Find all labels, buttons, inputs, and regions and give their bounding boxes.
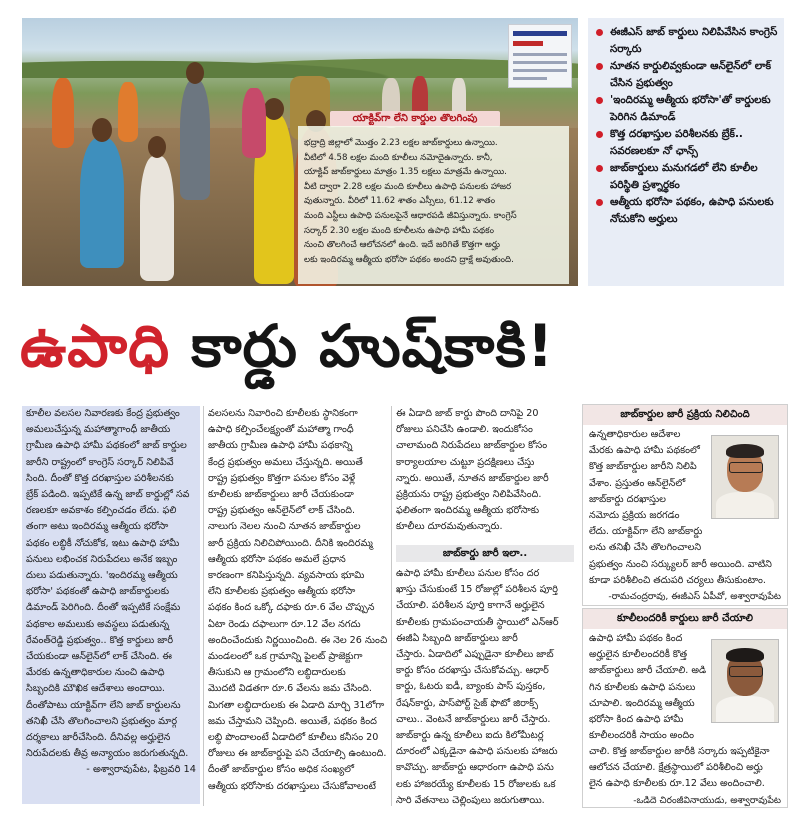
text-line: లైన ఉపాధి కూలీలకు రూ.12 వేలు అందించాలి. — [589, 778, 765, 790]
subheading-jobcard-issue: జాబ్‌కార్డు జారీ ఇలా.. — [396, 545, 574, 562]
text-line: న్నారు. అయితే, నూతన జాబ్‌కార్డుల జారీ — [396, 472, 549, 484]
text-line: వేశాం. ప్రస్తుతం ఆన్‌లైన్‌లో — [589, 477, 686, 489]
text-line: మిగతా లబ్ధిదారులకు ఈ ఏడాది మార్చి 31లోగా — [208, 699, 385, 711]
bullet-icon — [596, 199, 603, 206]
text-line: తీసుకుని ఆ గ్రామంలోని లబ్ధిదారులకు — [208, 667, 346, 679]
byline: -ఒడిదె చిరంజీవినాయుడు, అశ్వారావుపేట — [633, 794, 781, 806]
text-line: లేని కూలీలకు ప్రభుత్వం ఆత్మీయ భరోసా — [208, 586, 356, 598]
photo-caption-title: యాక్టివ్‌గా లేని కార్డుల తొలగింపు — [330, 111, 500, 127]
column-divider — [203, 406, 204, 806]
text-line: పథకాల అమలుకు అవస్థలు పడుతున్న — [26, 618, 170, 630]
caption-line: లకు ఇందిరమ్మ ఆత్మీయ భరోసా పథకం అందని ద్రాక్షే అవుతుంది. — [304, 254, 514, 265]
photo-caption — [298, 126, 569, 284]
article-column-1 — [22, 406, 200, 804]
text-line: గిన కూలీలకు ఉపాధి పనులు — [589, 681, 696, 693]
headline — [20, 296, 780, 396]
caption-line: వీటి ద్వారా 2.28 లక్షల మంది కూలీలు ఉపాధి పనులకు హాజర — [304, 181, 512, 192]
article-column-3 — [396, 406, 574, 536]
text-line: రేవంత్‌రెడ్డి ప్రభుత్వం.. కొత్త కార్డులు జారీ — [26, 634, 174, 646]
text-line: ఉపాధి కల్పించేలక్ష్యంతో మహాత్మా గాంధీ — [208, 424, 354, 436]
text-line: ప్రక్రియను రాష్ట్ర ప్రభుత్వం నిలిపివేసింది. — [396, 489, 542, 501]
text-line: ఖాస్తు చేసుకుంటే 15 రోజుల్లో పరిశీలన పూర్తి — [396, 584, 558, 596]
quote-box-citizen — [582, 608, 788, 808]
text-line: లను తనిఖీ చేసి తొలగించాలని — [589, 542, 702, 554]
bullet-icon — [596, 131, 603, 138]
text-line: దులు పడుతున్నారు. 'ఇందిరమ్మ ఆత్మీయ — [26, 570, 178, 582]
bullet-icon — [596, 29, 603, 36]
text-line: కార్యాలయాల చుట్టూ ప్రదక్షిణలు చేస్తు — [396, 456, 535, 468]
text-line: మొదటి విడతగా రూ.6 వేలను జమ చేసింది. — [208, 683, 372, 695]
caption-line: వుతున్నారు. వీరిలో 11.62 శాతం ఎస్సీలు, 61.12 శాతం — [304, 196, 496, 207]
text-line: దర్శకాలు జారీచేసింది. దీనివల్ల అర్హులైన — [26, 732, 171, 744]
highlight-item: నూతన కార్డులివ్వకుండా ఆన్‌లైన్‌లో లాక్ చేసిన ప్రభుత్వం — [596, 58, 778, 91]
quote-box-title: జాబ్‌కార్డుల జారీ ప్రక్రియ నిలిచింది — [583, 405, 787, 425]
text-line: పథకం లబ్ధికీ నోచుకోక, ఇటు ఉపాధి హామీ — [26, 537, 180, 549]
text-line: కార్డు, ఓటరు ఐడీ, బ్యాంకు పాస్ పుస్తకం, — [396, 681, 546, 693]
text-line: మేరకు ఉపాధి హామీ పథకంలో — [589, 445, 700, 457]
text-line: లేదు. యాక్టివ్‌గా లేని జాబ్‌కార్డు — [589, 526, 703, 538]
text-line: ఆలోచన చేయాలి. క్షేత్రస్థాయిలో పరిశీలించి అర్హు — [589, 762, 763, 774]
text-line: ఉన్నతాధికారుల ఆదేశాల — [589, 429, 681, 440]
text-line: మండలంలో ఒక గ్రామాన్ని పైలట్ ప్రాజెక్టుగా — [208, 651, 363, 663]
caption-line: వీటిలో 4.58 లక్షల మంది కూలీలు నమోదైఉన్నారు. కానీ, — [304, 152, 493, 163]
text-line: జాతీయ గ్రామీణ ఉపాధి హామీ పథకాన్ని — [208, 440, 353, 452]
text-line: కూలీలు దూరమవుతున్నారు. — [396, 521, 503, 533]
text-line: చేయకుండా ఆన్‌లైన్‌లో లాక్ చేసింది. ఈ — [26, 651, 172, 663]
highlight-item: 'ఇందిరమ్మ ఆత్మీయ భరోసా'తో కార్డులకు పెరిగిన డిమాండ్ — [596, 92, 778, 125]
caption-line: సర్కార్ 2.30 లక్షల మంది కూలీలను ఉపాధి హామీ పథకం — [304, 225, 494, 236]
text-line: చాలామంది నిరుపేదలు జాబ్‌కార్డుల కోసం — [396, 440, 548, 452]
bullet-icon — [596, 97, 603, 104]
text-line: రాష్ట్ర ప్రభుత్వం ఆన్‌లైన్‌లో లాక్ చేసింది. — [208, 505, 356, 517]
bullet-icon — [596, 63, 603, 70]
text-line: కావొచ్చు. జాబ్‌కార్డు ఆధారంగా ఉపాధి పను — [396, 762, 554, 774]
quote-box-official — [582, 404, 788, 606]
text-line: ఉపాధి హామీ కూలీలు పనుల కోసం దర — [396, 568, 540, 579]
dateline: - అశ్వారావుపేట, ఫిబ్రవరి 14 — [86, 764, 196, 776]
text-line: ప్రభుత్వం నుంచి సర్క్యులర్ జారీ అయింది. వాటిని — [589, 559, 772, 570]
text-line: మేరకు ఉన్నతాధికారుల నుంచి ఉపాధి — [26, 667, 165, 679]
byline: -రామచంద్రరావు, ఈజీఎస్ ఏపీవో, అశ్వారావుపేట — [608, 591, 781, 603]
text-line: జాబ్‌కార్డు ఉన్న కూలీలు ఐదు కిలోమీటర్ల — [396, 730, 544, 742]
text-line: బ్రేక్ పడింది. ఇప్పటికే ఉన్న జాబ్ కార్డుల్లో సవ — [26, 489, 190, 501]
headline-red: ఉపాధి — [20, 312, 171, 380]
text-line: పనులు లభించక నిరుపేదలు అనేక ఇబ్బం — [26, 553, 178, 565]
text-line: తంగా అటు ఇందిరమ్మ ఆత్మీయ భరోసా — [26, 521, 169, 533]
official-photo — [711, 435, 779, 519]
headline-black: కార్డు హుష్‌కాకి! — [170, 312, 555, 380]
text-line: అమలుచేస్తున్న మహాత్మాగాంధీ జాతీయ — [26, 424, 171, 436]
text-line: రేషన్‌కార్డు, పాస్‌పోర్ట్ సైజ్ ఫొటో జిరాక్స్ — [396, 697, 539, 709]
text-line: గ్రామీణ ఉపాధి హామీ పథకంలో జాబ్ కార్డుల — [26, 440, 187, 452]
text-line: భరోసా కింద ఉపాధి హామీ — [589, 714, 684, 726]
text-line: ఏటా రెండు దఫాలుగా రూ.12 వేల నగదు — [208, 618, 361, 630]
text-line: వలసలను నివారించి కూలీలకు స్థానికంగా — [208, 408, 358, 419]
text-line: సింది. దీంతో కొత్త దరఖాస్తుల పరిశీలనకు — [26, 472, 174, 484]
article-column-3-continued — [396, 566, 574, 809]
highlight-item: జాబ్‌కార్డులు మనుగడలో లేని కూలీల పరిస్థితి ప్రశ్నార్థకం — [596, 160, 778, 193]
text-line: దూరంలో ఎక్కడైనా ఉపాధి పనులకు హాజరు — [396, 746, 558, 758]
text-line: చూపాలి. ఇందిరమ్మ ఆత్మీయ — [589, 697, 695, 709]
text-line: కూలీలకు గ్రామపంచాయతీ స్థాయిలో ఎన్‌ఆర్ — [396, 616, 559, 628]
text-line: లబ్ధి పొందాలంటే ఏడాదిలో కూలీలు కనీసం 20 — [208, 732, 379, 744]
text-line: కేంద్ర ప్రభుత్వం అమలు చేస్తున్నది. అయితే — [208, 456, 363, 468]
caption-line: భద్రాద్రి జిల్లాలో మొత్తం 2.23 లక్షల జాబ్‌కార్డులు ఉన్నాయి. — [304, 138, 498, 148]
text-line: రణలకూ అవకాశం కల్పించడం లేదు. ఫలి — [26, 505, 177, 517]
text-line: జారీ ప్రక్రియ నిలిచిపోయింది. దీనికి ఇందిరమ్మ — [208, 537, 373, 549]
bullet-icon — [596, 165, 603, 172]
text-line: అందించేందుకు నిర్ణయించింది. ఈ నెల 26 నుంచి — [208, 634, 388, 646]
text-line: నిరుపేదలకు తీవ్ర అన్యాయం జరుగుతున్నది. — [26, 748, 189, 760]
article-column-2 — [208, 406, 388, 795]
text-line: దీంతోపాటు యాక్టివ్‌గా లేని జాబ్ కార్డులను — [26, 699, 181, 711]
text-line: నాలుగు నెలల నుంచి నూతన జాబ్‌కార్డుల — [208, 521, 361, 533]
text-line: చేయాలి. పరిశీలన పూర్తి కాగానే అర్హులైన — [396, 600, 545, 612]
text-line: జాబ్‌కార్డులు జారీ చేయాలి. అడి — [589, 665, 707, 677]
text-line: సారి వేతనాలు చెల్లింపులు జరుగుతాయి. — [396, 794, 545, 806]
text-line: భరోసా' పథకంతో ఉపాధి జాబ్‌కార్డులకు — [26, 586, 170, 598]
text-line: కూలీలకు జాబ్‌కార్డులు జారీ చేయకుండా — [208, 489, 354, 501]
text-line: ఆత్మీయ భరోసాకు దరఖాస్తులు చేసుకోవాలంటే — [208, 780, 376, 792]
highlight-item: ఆత్మీయ భరోసా పథకం, ఉపాధి పనులకు నోచుకోని అర్హులు — [596, 194, 778, 227]
text-line: చాలు.. వెంటనే జాబ్‌కార్డులు జారీ చేస్తారు. — [396, 713, 551, 725]
egs-card-image — [508, 24, 572, 88]
text-line: కూలీలందరికీ సాయం అందిం — [589, 730, 694, 742]
text-line: చాలి. కొత్త జాబ్‌కార్డుల జారీకి సర్కారు ఇప్పటికైనా — [589, 746, 770, 757]
text-line: ఆత్మీయ భరోసా పథకం అమలే ప్రధాన — [208, 553, 346, 565]
text-line: సిబ్బందికి మౌఖిక ఆదేశాలు అందాయి. — [26, 683, 165, 695]
text-line: కూలీల వలసల నివారణకు కేంద్ర ప్రభుత్వం — [26, 408, 180, 419]
citizen-photo — [711, 639, 779, 723]
caption-line: యాక్టివ్ జాబ్‌కార్డులు మాత్రం 1.35 లక్షలు మాత్రమే ఉన్నాయి. — [304, 167, 507, 178]
text-line: లకు హాజరయ్యే కూలీలకు 15 రోజులకు ఒక — [396, 778, 556, 790]
text-line: జారీని రాష్ట్రంలో కాంగ్రెస్ సర్కార్ నిలిపివే — [26, 456, 174, 468]
text-line: కొత్త జాబ్‌కార్డుల జారీని నిలిపి — [589, 461, 697, 473]
text-line: జమ చేస్తామని చెప్పింది. అయితే, పథకం కింద — [208, 715, 377, 727]
text-line: అర్హులైన కూలీలందరికీ కొత్త — [589, 649, 688, 661]
highlight-item: కొత్త దరఖాస్తుల పరిశీలనకు బ్రేక్.. సవరణలకూ నో ఛాన్స్ — [596, 126, 778, 159]
text-line: నమోదు ప్రక్రియ జరగడం — [589, 510, 680, 522]
caption-line: మంది ఎస్టీలు ఉపాధి పనులపైనే ఆధారపడి జీవిస్తున్నారు. కాంగ్రెస్ — [304, 210, 517, 221]
text-line: కార్డు కోసం దరఖాస్తు చేసుకోవచ్చు. ఆధార్ — [396, 665, 549, 677]
text-line: చేస్తారు. ఏడాదిలో ఎప్పుడైనా కూలీలు జాబ్ — [396, 649, 554, 661]
highlights-box — [588, 18, 784, 286]
text-line: ఈజీఏ సిబ్బంది జాబ్‌కార్డులు జారీ — [396, 632, 518, 644]
text-line: ఉపాధి హామీ పథకం కింద — [589, 633, 683, 644]
text-line: పథకం కింద ఒక్కో దఫాకు రూ.6 వేల చొప్పున — [208, 602, 375, 614]
quote-box-title: కూలీలందరికీ కార్డులు జారీ చేయాలి — [583, 609, 787, 629]
text-line: కూడా పరిశీలించి తదుపరి చర్యలు తీసుకుంటాం. — [589, 575, 766, 587]
text-line: రోజులు ఈ జాబ్‌కార్డుపై పని చేయాల్సి ఉంటుంది. — [208, 748, 387, 760]
text-line: కారణంగా కనిపిస్తున్నది. వ్యవసాయ భూమి — [208, 570, 365, 582]
text-line: ఫలితంగా ఇందిరమ్మ ఆత్మీయ భరోసాకు — [396, 505, 540, 517]
text-line: డిమాండ్ పెరిగింది. దీంతో ఇప్పటికే సంక్షేమ — [26, 602, 181, 614]
highlight-item: ఈజీఎస్ జాబ్ కార్డులు నిలిపివేసిన కాంగ్రెస్ సర్కారు — [596, 24, 778, 57]
caption-line: నుంచి తొలగించే ఆలోచనలో ఉంది. ఇదే జరిగితే కొత్తగా అర్హు — [304, 240, 501, 251]
text-line: తనిఖీ చేసి తొలగించాలని ప్రభుత్వం మార్గ — [26, 715, 178, 727]
text-line: జాబ్‌కార్డు దరఖాస్తుల — [589, 493, 666, 505]
text-line: రాష్ట్ర ప్రభుత్వం కొత్తగా పనుల కోసం వెళ్లే — [208, 472, 356, 484]
text-line: దీంతో జాబ్‌కార్డుల కోసం అధిక సంఖ్యలో — [208, 764, 355, 776]
text-line: ఈ ఏడాది జాబ్ కార్డు పొంది దానిపై 20 — [396, 408, 539, 419]
column-divider — [391, 406, 392, 806]
text-line: రోజులు పనిచేసి ఉండాలి. ఇందుకోసం — [396, 424, 533, 436]
